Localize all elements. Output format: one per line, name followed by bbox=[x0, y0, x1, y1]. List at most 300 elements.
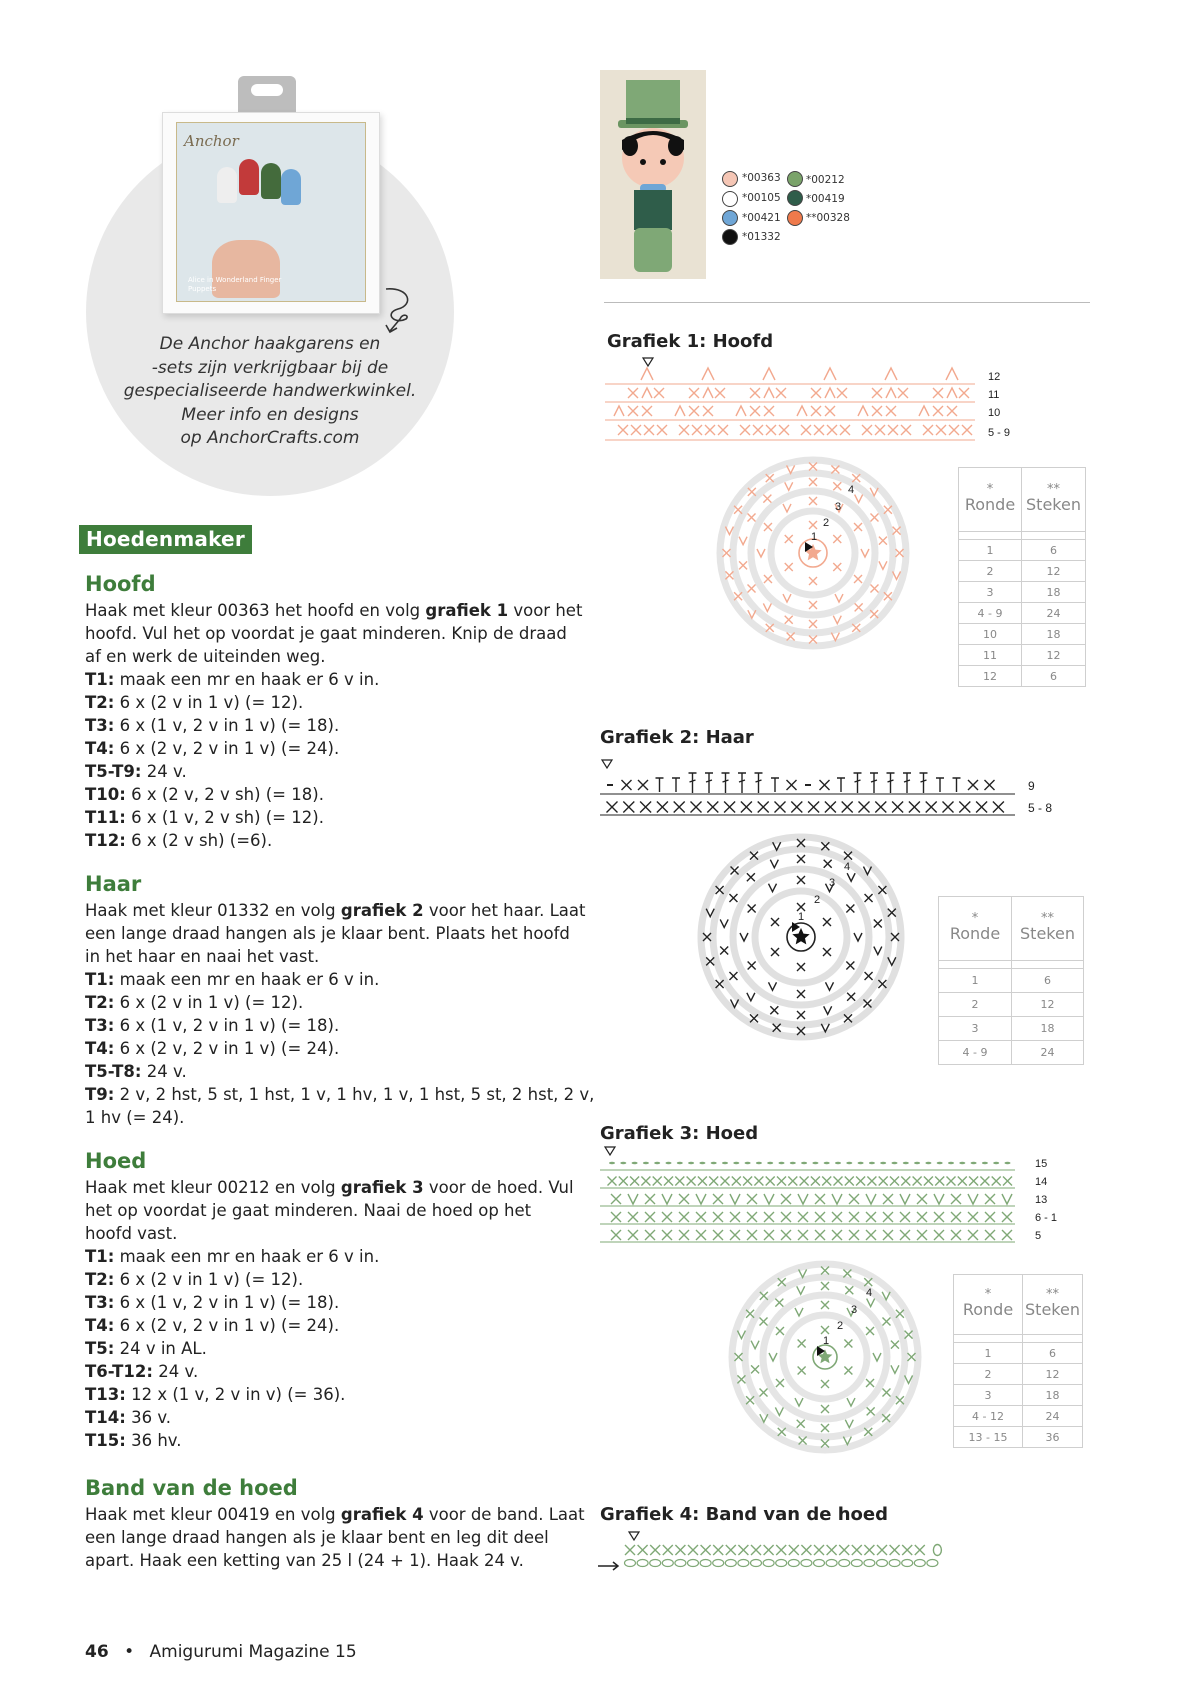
chart-title-1: Grafiek 1: Hoofd bbox=[607, 331, 774, 352]
stitch-a bbox=[947, 388, 957, 398]
stitch-x bbox=[645, 1212, 655, 1222]
stitch-hv bbox=[677, 1162, 683, 1165]
stitch-x bbox=[758, 802, 769, 813]
stitch-x bbox=[936, 425, 946, 435]
round-row bbox=[85, 714, 565, 737]
stitch-a bbox=[641, 368, 653, 380]
legend-code: *00419 bbox=[806, 193, 845, 205]
stitch-v bbox=[824, 1006, 832, 1014]
stitch-t bbox=[689, 773, 697, 793]
stitch-x bbox=[657, 425, 667, 435]
stitch-x bbox=[849, 1194, 859, 1204]
stitch-x bbox=[951, 1194, 961, 1204]
stitch-x bbox=[689, 388, 699, 398]
stitch-x bbox=[854, 523, 862, 531]
round-text: 24 v in AL. bbox=[114, 1339, 207, 1358]
stitch-v bbox=[775, 1407, 783, 1415]
ring-label: 4 bbox=[844, 861, 851, 873]
stitch-x bbox=[809, 463, 817, 471]
chain-stitch bbox=[713, 1560, 724, 1567]
stitch-x bbox=[949, 425, 959, 435]
chain-stitch bbox=[650, 1560, 661, 1567]
stitch-t bbox=[887, 773, 895, 793]
stitch-x bbox=[730, 1212, 740, 1222]
stitch-hv bbox=[925, 1162, 931, 1165]
stitch-x bbox=[882, 1318, 890, 1326]
table-cell: 3 bbox=[959, 582, 1022, 603]
table-row bbox=[959, 540, 1086, 561]
round-label: T13: bbox=[85, 1385, 126, 1404]
ring-label: 2 bbox=[837, 1320, 844, 1332]
header-mark: * bbox=[984, 1287, 992, 1302]
stitch-x bbox=[896, 1396, 904, 1404]
stitch-t bbox=[920, 773, 928, 793]
promo-line: gespecialiseerde handwerkwinkel. bbox=[123, 381, 417, 401]
stitch-x bbox=[642, 406, 652, 416]
intro-line: het op voordat je gaat minderen. Naai de hoed op het bbox=[85, 1201, 532, 1220]
stitch-x bbox=[675, 1177, 684, 1186]
stitch-x bbox=[969, 1177, 978, 1186]
stitch-x bbox=[821, 1282, 829, 1290]
row-label: 12 bbox=[988, 371, 1001, 383]
stitch-hv bbox=[959, 1162, 965, 1165]
round-text: 6 x (2 v, 2 v in 1 v) (= 24). bbox=[114, 1039, 340, 1058]
stitch-a bbox=[675, 406, 685, 416]
stitch-x bbox=[951, 1230, 961, 1240]
stitch-a bbox=[763, 368, 775, 380]
stitch-x bbox=[781, 1230, 791, 1240]
chain-stitch bbox=[839, 1560, 850, 1567]
stitch-x bbox=[815, 1194, 825, 1204]
chain-stitch bbox=[688, 1560, 699, 1567]
stitch-t bbox=[705, 773, 713, 793]
stitch-x bbox=[763, 495, 771, 503]
table-row bbox=[959, 624, 1086, 645]
round-row bbox=[85, 783, 565, 806]
stitch-x bbox=[856, 1177, 865, 1186]
intro-line: apart. Haak een ketting van 25 l (24 + 1). Haak 24 v. bbox=[85, 1551, 524, 1570]
stitch-x bbox=[852, 1545, 862, 1555]
stitch-x bbox=[725, 571, 733, 579]
chain-stitch bbox=[877, 1560, 888, 1567]
stitch-x bbox=[785, 535, 793, 543]
stitch-x bbox=[729, 894, 737, 902]
stitch-x bbox=[628, 406, 638, 416]
stitch-hv bbox=[812, 1162, 818, 1165]
stitch-x bbox=[833, 482, 841, 490]
promo-line: op AnchorCrafts.com bbox=[180, 428, 360, 448]
stitch-v bbox=[795, 1398, 803, 1406]
stitch-x bbox=[870, 610, 878, 618]
stitch-hv bbox=[722, 1162, 728, 1165]
stitch-x bbox=[781, 1194, 791, 1204]
stitch-x bbox=[753, 425, 763, 435]
stitch-x bbox=[747, 1194, 757, 1204]
stitch-x bbox=[844, 1340, 852, 1348]
stitch-x bbox=[778, 1428, 786, 1436]
intro-line: hoofd. Vul het op voordat je gaat minderen. Knip de draad bbox=[85, 624, 567, 643]
promo-text bbox=[120, 333, 420, 451]
stitch-x bbox=[764, 1212, 774, 1222]
stitch-t bbox=[936, 778, 944, 792]
heading-hoofd: Hoofd bbox=[85, 572, 156, 596]
legend-swatch bbox=[787, 190, 803, 206]
table-cell: 1 bbox=[939, 969, 1012, 993]
stitch-x bbox=[1002, 1212, 1012, 1222]
stitch-x bbox=[821, 1326, 829, 1334]
header-mark: ** bbox=[1041, 911, 1054, 926]
stitch-x bbox=[716, 886, 724, 894]
round-row bbox=[85, 691, 565, 714]
table-cell: 6 bbox=[1022, 540, 1086, 561]
header-label: Ronde bbox=[949, 924, 1001, 943]
stitch-x bbox=[821, 1380, 829, 1388]
stitch-x bbox=[623, 802, 634, 813]
stitch-x bbox=[778, 1278, 786, 1286]
round-row bbox=[85, 806, 565, 829]
chain-stitch bbox=[625, 1560, 636, 1567]
round-label: T12: bbox=[85, 831, 126, 850]
stitch-hv bbox=[779, 1162, 785, 1165]
stitch-x bbox=[875, 425, 885, 435]
header-mark: * bbox=[986, 482, 994, 497]
stitch-v bbox=[968, 1194, 978, 1204]
round-text: maak een mr en haak er 6 v in. bbox=[114, 670, 380, 689]
stitch-x bbox=[872, 388, 882, 398]
hatmaker-figure-image bbox=[600, 70, 706, 279]
round-text: 6 x (2 v in 1 v) (= 12). bbox=[114, 993, 304, 1012]
round-label: T4: bbox=[85, 1039, 115, 1058]
stitch-x bbox=[764, 575, 772, 583]
round-row bbox=[85, 1337, 565, 1360]
stitch-x bbox=[713, 1212, 723, 1222]
row-label: 5 - 9 bbox=[988, 427, 1011, 439]
stitch-x bbox=[808, 802, 819, 813]
stitch-x bbox=[831, 465, 839, 473]
stitch-x bbox=[664, 1177, 673, 1186]
table-row bbox=[954, 1343, 1083, 1364]
stitch-x bbox=[675, 1545, 685, 1555]
table-cell: 18 bbox=[1022, 582, 1086, 603]
stitch-t bbox=[854, 773, 862, 793]
stitch-x bbox=[746, 1310, 754, 1318]
stitch-x bbox=[943, 802, 954, 813]
stitch-x bbox=[679, 1194, 689, 1204]
table-row bbox=[939, 1017, 1084, 1041]
stitch-x bbox=[875, 802, 886, 813]
stitch-x bbox=[1003, 1177, 1012, 1186]
stitch-x bbox=[766, 624, 774, 632]
round-label: T10: bbox=[85, 785, 126, 804]
stitch-x bbox=[696, 1212, 706, 1222]
table-cell: 12 bbox=[1012, 993, 1084, 1017]
chain-stitch bbox=[788, 1560, 799, 1567]
ring-label: 4 bbox=[848, 484, 855, 496]
stitch-a bbox=[736, 406, 746, 416]
stitch-x bbox=[854, 575, 862, 583]
stitch-table-2 bbox=[938, 896, 1084, 1065]
round-label: T2: bbox=[85, 693, 115, 712]
stitch-v bbox=[783, 594, 791, 602]
stitch-v bbox=[826, 982, 834, 990]
chain-stitch bbox=[851, 1560, 862, 1567]
stitch-x bbox=[687, 1177, 696, 1186]
stitch-x bbox=[709, 1177, 718, 1186]
stitch-a bbox=[946, 368, 958, 380]
table-cell: 1 bbox=[954, 1343, 1023, 1364]
ring-label: 3 bbox=[829, 877, 836, 889]
stitch-x bbox=[760, 1389, 768, 1397]
stitch-x bbox=[619, 1177, 628, 1186]
stitch-x bbox=[779, 425, 789, 435]
round-text: 24 v. bbox=[141, 762, 187, 781]
stitch-x bbox=[801, 425, 811, 435]
intro-text: voor het bbox=[508, 601, 583, 620]
round-text: 6 x (2 v in 1 v) (= 12). bbox=[114, 1270, 304, 1289]
stitch-v bbox=[770, 860, 778, 868]
stitch-v bbox=[900, 1194, 910, 1204]
row-chart-1 bbox=[605, 356, 1025, 446]
round-text: 2 v, 2 hst, 5 st, 1 hst, 1 v, 1 hv, 1 v, 1 hst, 5 st, 2 hst, 2 v, bbox=[114, 1085, 595, 1104]
stitch-x bbox=[985, 1230, 995, 1240]
intro-line: in het haar en naai het vast. bbox=[85, 947, 320, 966]
table-row bbox=[959, 603, 1086, 624]
stitch-v bbox=[739, 537, 747, 545]
round-row bbox=[85, 1106, 565, 1129]
stitch-x bbox=[870, 514, 878, 522]
stitch-x bbox=[734, 592, 742, 600]
start-marker-icon bbox=[643, 358, 653, 366]
table-cell: 6 bbox=[1012, 969, 1084, 993]
stitch-x bbox=[865, 972, 873, 980]
start-arrow-icon bbox=[598, 1562, 618, 1570]
stitch-x bbox=[645, 1194, 655, 1204]
intro-text: voor de band. Laat bbox=[423, 1505, 585, 1524]
promo-line: -sets zijn verkrijgbaar bij de bbox=[151, 357, 389, 378]
table-cell: 24 bbox=[1023, 1406, 1083, 1427]
chart-ref: grafiek 4 bbox=[340, 1505, 424, 1524]
stitch-x bbox=[625, 1545, 635, 1555]
stitch-hv bbox=[699, 1162, 705, 1165]
stitch-x bbox=[874, 919, 882, 927]
round-chart-1 bbox=[718, 458, 908, 648]
stitch-x bbox=[935, 1177, 944, 1186]
chain-stitch bbox=[826, 1560, 837, 1567]
chain-stitch bbox=[637, 1560, 648, 1567]
stitch-x bbox=[862, 425, 872, 435]
header-label: Steken bbox=[1025, 1300, 1080, 1319]
round-label: T2: bbox=[85, 1270, 115, 1289]
stitch-t bbox=[771, 778, 779, 792]
stitch-v bbox=[833, 616, 841, 624]
table-cell: 10 bbox=[959, 624, 1022, 645]
intro-line: een lange draad hangen als je klaar bent. Plaats het hoofd bbox=[85, 924, 570, 943]
round-text: 6 x (1 v, 2 v in 1 v) (= 18). bbox=[114, 1293, 340, 1312]
stitch-x bbox=[959, 388, 969, 398]
stitch-x bbox=[785, 616, 793, 624]
stitch-x bbox=[864, 1278, 872, 1286]
stitch-x bbox=[618, 425, 628, 435]
stitch-x bbox=[654, 388, 664, 398]
chain-stitch bbox=[725, 1560, 736, 1567]
table-row bbox=[959, 582, 1086, 603]
round-text: maak een mr en haak er 6 v in. bbox=[114, 970, 380, 989]
stitch-v bbox=[797, 1286, 805, 1294]
round-label: T1: bbox=[85, 970, 115, 989]
stitch-x bbox=[809, 620, 817, 628]
stitch-x bbox=[657, 802, 668, 813]
stitch-x bbox=[743, 1177, 752, 1186]
stitch-t bbox=[656, 778, 664, 792]
magazine-name: Amigurumi Magazine 15 bbox=[149, 1642, 357, 1662]
table-cell: 24 bbox=[1022, 603, 1086, 624]
row-label: 5 bbox=[1035, 1230, 1042, 1242]
chain-stitch bbox=[675, 1560, 686, 1567]
table-row bbox=[939, 993, 1084, 1017]
stitch-x bbox=[947, 1177, 956, 1186]
stitch-x bbox=[747, 1230, 757, 1240]
stitch-v bbox=[798, 1194, 808, 1204]
heading-hoed: Hoed bbox=[85, 1149, 147, 1173]
round-label: T5: bbox=[85, 1339, 115, 1358]
stitch-x bbox=[814, 425, 824, 435]
stitch-x bbox=[824, 860, 832, 868]
stitch-x bbox=[892, 802, 903, 813]
stitch-x bbox=[832, 1212, 842, 1222]
stitch-x bbox=[628, 388, 638, 398]
stitch-x bbox=[748, 488, 756, 496]
page-number: 46 bbox=[85, 1642, 109, 1662]
stitch-x bbox=[748, 514, 756, 522]
stitch-x bbox=[797, 903, 805, 911]
stitch-x bbox=[730, 1230, 740, 1240]
legend-code: *01332 bbox=[742, 231, 781, 243]
stitch-x bbox=[622, 780, 632, 790]
stitch-x bbox=[787, 633, 795, 641]
stitch-x bbox=[611, 1230, 621, 1240]
stitch-v bbox=[696, 1194, 706, 1204]
stitch-x bbox=[905, 1331, 913, 1339]
stitch-x bbox=[866, 1379, 874, 1387]
stitch-x bbox=[827, 1545, 837, 1555]
stitch-x bbox=[839, 1545, 849, 1555]
stitch-x bbox=[852, 624, 860, 632]
stitch-x bbox=[866, 1327, 874, 1335]
stitch-x bbox=[764, 523, 772, 531]
stitch-x bbox=[737, 1375, 745, 1383]
table-row bbox=[954, 1427, 1083, 1448]
round-row bbox=[85, 668, 565, 691]
round-chart-3 bbox=[730, 1262, 920, 1452]
chain-stitch bbox=[763, 1560, 774, 1567]
stitch-x bbox=[750, 406, 760, 416]
table-cell: 4 - 9 bbox=[959, 603, 1022, 624]
ring-label: 2 bbox=[814, 894, 821, 906]
stitch-x bbox=[951, 1212, 961, 1222]
stitch-x bbox=[688, 1545, 698, 1555]
table-header bbox=[939, 897, 1012, 961]
round-label: T14: bbox=[85, 1408, 126, 1427]
stitch-x bbox=[821, 1440, 829, 1448]
table-cell: 12 bbox=[1022, 561, 1086, 582]
stitch-hv bbox=[620, 1162, 626, 1165]
stitch-v bbox=[867, 1299, 875, 1307]
stitch-x bbox=[797, 1420, 805, 1428]
box-caption: Alice in Wonderland Finger Puppets bbox=[188, 276, 282, 293]
round-label: T15: bbox=[85, 1431, 126, 1450]
stitch-x bbox=[770, 1006, 778, 1014]
stitch-x bbox=[798, 1230, 808, 1240]
round-text: 6 x (2 v sh) (=6). bbox=[125, 831, 273, 850]
row-label: 13 bbox=[1035, 1194, 1048, 1206]
stitch-x bbox=[747, 1212, 757, 1222]
round-row bbox=[85, 1360, 565, 1383]
stitch-v bbox=[832, 1194, 842, 1204]
stitch-hv bbox=[982, 1162, 988, 1165]
stitch-x bbox=[679, 1212, 689, 1222]
stitch-x bbox=[731, 867, 739, 875]
chain-stitch bbox=[738, 1560, 749, 1567]
stitch-x bbox=[785, 563, 793, 571]
legend-code: *00212 bbox=[806, 174, 845, 186]
stitch-x bbox=[917, 1212, 927, 1222]
round-text: 6 x (2 v, 2 v sh) (= 18). bbox=[125, 785, 324, 804]
round-row bbox=[85, 829, 565, 852]
stitch-x bbox=[707, 802, 718, 813]
stitch-x bbox=[825, 406, 835, 416]
round-row bbox=[85, 1060, 565, 1083]
stitch-x bbox=[674, 802, 685, 813]
stitch-v bbox=[740, 933, 748, 941]
stitch-x bbox=[843, 1269, 851, 1277]
legend-code: *00363 bbox=[742, 172, 781, 184]
table-row bbox=[939, 1041, 1084, 1065]
legend-swatch bbox=[722, 191, 738, 207]
chain-stitch bbox=[902, 1560, 913, 1567]
stitch-table-1 bbox=[958, 467, 1086, 687]
stitch-t bbox=[722, 773, 730, 793]
stitch-x bbox=[865, 894, 873, 902]
intro-text: voor het haar. Laat bbox=[423, 901, 586, 920]
stitch-hv bbox=[688, 1162, 694, 1165]
table-cell: 24 bbox=[1012, 1041, 1084, 1065]
stitch-x bbox=[797, 855, 805, 863]
stitch-x bbox=[721, 1177, 730, 1186]
stitch-x bbox=[751, 1365, 759, 1373]
stitch-x bbox=[893, 527, 901, 535]
chart-ref: grafiek 3 bbox=[340, 1178, 424, 1197]
stitch-t bbox=[903, 773, 911, 793]
stitch-x bbox=[809, 636, 817, 644]
stitch-x bbox=[902, 1545, 912, 1555]
table-row bbox=[939, 969, 1084, 993]
legend-code: *00105 bbox=[742, 192, 781, 204]
round-label: T6-T12: bbox=[85, 1362, 153, 1381]
stitch-v bbox=[891, 1365, 899, 1373]
stitch-x bbox=[976, 802, 987, 813]
header-label: Steken bbox=[1026, 495, 1081, 514]
table-cell: 13 - 15 bbox=[954, 1427, 1023, 1448]
stitch-hv bbox=[858, 1162, 864, 1165]
header-label: Ronde bbox=[964, 495, 1016, 514]
stitch-x bbox=[913, 1177, 922, 1186]
stitch-x bbox=[833, 535, 841, 543]
stitch-hv bbox=[971, 1162, 977, 1165]
stitch-x bbox=[797, 1011, 805, 1019]
stitch-table-3 bbox=[953, 1274, 1083, 1448]
stitch-x bbox=[985, 1212, 995, 1222]
stitch-x bbox=[797, 963, 805, 971]
